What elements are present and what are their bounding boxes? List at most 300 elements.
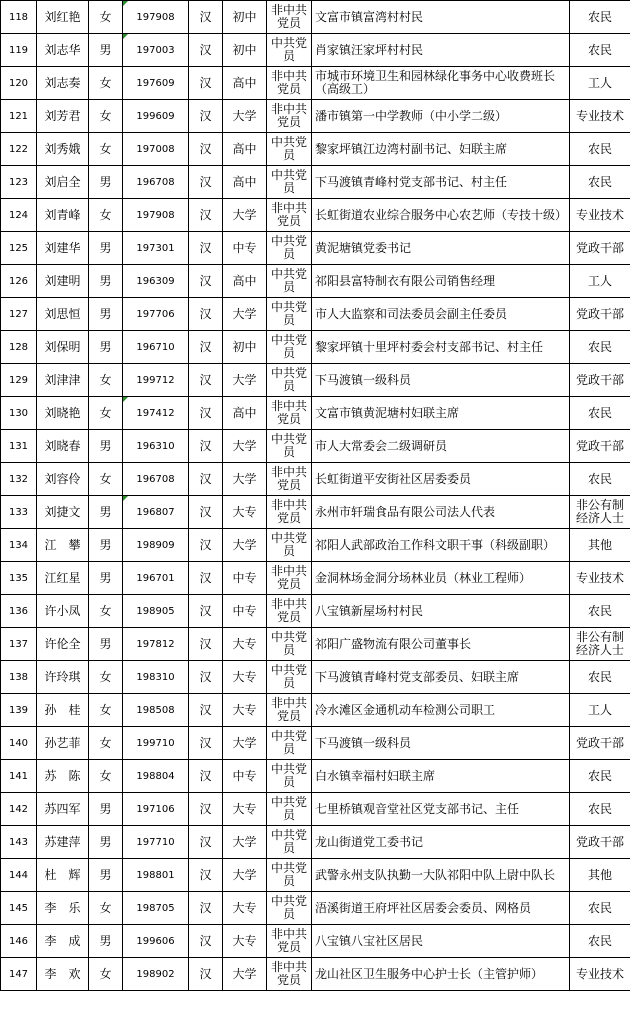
ethnicity-cell: 汉	[189, 562, 223, 595]
gender-cell: 男	[89, 925, 123, 958]
education-cell: 高中	[223, 133, 267, 166]
table-row	[1, 67, 630, 100]
gender-cell: 女	[89, 595, 123, 628]
birth-date-text: 197710	[136, 836, 175, 848]
job-title-cell: 龙山社区卫生服务中心护士长（主管护师）	[312, 958, 570, 991]
job-title-cell: 金洞林场金洞分场林业员（林业工程师）	[312, 562, 570, 595]
gender-cell: 女	[89, 364, 123, 397]
birth-date-text: 198905	[136, 605, 175, 617]
ethnicity-cell: 汉	[189, 793, 223, 826]
birth-date-cell	[123, 463, 189, 496]
row-number-cell: 129	[1, 364, 37, 397]
table-row	[1, 331, 630, 364]
job-title-cell: 文富市镇富湾村村民	[312, 1, 570, 34]
gender-cell: 女	[89, 133, 123, 166]
table-row	[1, 661, 630, 694]
row-number-cell: 135	[1, 562, 37, 595]
birth-date-cell	[123, 331, 189, 364]
gender-cell: 男	[89, 298, 123, 331]
table-row	[1, 496, 630, 529]
row-number-cell: 120	[1, 67, 37, 100]
education-cell: 大专	[223, 793, 267, 826]
birth-date-cell	[123, 529, 189, 562]
birth-date-text: 198508	[136, 704, 175, 716]
name-cell: 江红星	[37, 562, 89, 595]
cell-marker-icon	[123, 397, 128, 402]
row-number-cell: 131	[1, 430, 37, 463]
name-cell: 刘晓春	[37, 430, 89, 463]
name-cell: 苏 陈	[37, 760, 89, 793]
education-cell: 初中	[223, 34, 267, 67]
gender-cell: 男	[89, 793, 123, 826]
category-cell: 党政干部	[570, 298, 630, 331]
birth-date-text: 197301	[136, 242, 175, 254]
party-status-cell: 非中共党员	[267, 925, 312, 958]
birth-date-cell	[123, 562, 189, 595]
category-cell: 农民	[570, 1, 630, 34]
birth-date-text: 199606	[136, 935, 175, 947]
ethnicity-cell: 汉	[189, 331, 223, 364]
table-row	[1, 397, 630, 430]
row-number-cell: 140	[1, 727, 37, 760]
party-status-cell: 非中共党员	[267, 595, 312, 628]
name-cell: 刘思恒	[37, 298, 89, 331]
row-number-cell: 145	[1, 892, 37, 925]
category-cell: 党政干部	[570, 232, 630, 265]
table-row	[1, 463, 630, 496]
birth-date-text: 196701	[136, 572, 175, 584]
party-status-cell: 中共党员	[267, 661, 312, 694]
ethnicity-cell: 汉	[189, 298, 223, 331]
birth-date-cell	[123, 661, 189, 694]
birth-date-text: 198310	[136, 671, 175, 683]
education-cell: 大学	[223, 298, 267, 331]
table-row	[1, 727, 630, 760]
party-status-cell: 非中共党员	[267, 562, 312, 595]
name-cell: 刘启全	[37, 166, 89, 199]
birth-date-cell	[123, 133, 189, 166]
party-status-cell: 非中共党员	[267, 199, 312, 232]
job-title-cell: 下马渡镇青峰村党支部委员、妇联主席	[312, 661, 570, 694]
party-status-cell: 中共党员	[267, 232, 312, 265]
birth-date-text: 198705	[136, 902, 175, 914]
party-status-cell: 中共党员	[267, 760, 312, 793]
education-cell: 大专	[223, 628, 267, 661]
gender-cell: 女	[89, 760, 123, 793]
party-status-cell: 中共党员	[267, 826, 312, 859]
birth-date-cell	[123, 397, 189, 430]
category-cell: 其他	[570, 859, 630, 892]
row-number-cell: 132	[1, 463, 37, 496]
row-number-cell: 147	[1, 958, 37, 991]
row-number-cell: 125	[1, 232, 37, 265]
gender-cell: 男	[89, 34, 123, 67]
row-number-cell: 143	[1, 826, 37, 859]
table-row	[1, 529, 630, 562]
education-cell: 中专	[223, 562, 267, 595]
ethnicity-cell: 汉	[189, 529, 223, 562]
job-title-cell: 市人大监察和司法委员会副主任委员	[312, 298, 570, 331]
education-cell: 大专	[223, 892, 267, 925]
education-cell: 高中	[223, 265, 267, 298]
birth-date-cell	[123, 760, 189, 793]
name-cell: 孙艺菲	[37, 727, 89, 760]
birth-date-text: 197812	[136, 638, 175, 650]
gender-cell: 男	[89, 166, 123, 199]
table-row	[1, 859, 630, 892]
row-number-cell: 126	[1, 265, 37, 298]
ethnicity-cell: 汉	[189, 100, 223, 133]
party-status-cell: 中共党员	[267, 628, 312, 661]
education-cell: 大学	[223, 826, 267, 859]
ethnicity-cell: 汉	[189, 958, 223, 991]
ethnicity-cell: 汉	[189, 760, 223, 793]
education-cell: 大专	[223, 496, 267, 529]
category-cell: 农民	[570, 595, 630, 628]
category-cell: 党政干部	[570, 727, 630, 760]
education-cell: 大学	[223, 199, 267, 232]
party-status-cell: 中共党员	[267, 364, 312, 397]
row-number-cell: 144	[1, 859, 37, 892]
name-cell: 许小凤	[37, 595, 89, 628]
table-row	[1, 430, 630, 463]
name-cell: 杜 辉	[37, 859, 89, 892]
ethnicity-cell: 汉	[189, 826, 223, 859]
name-cell: 刘志奏	[37, 67, 89, 100]
party-status-cell: 非中共党员	[267, 67, 312, 100]
name-cell: 刘秀娥	[37, 133, 89, 166]
birth-date-text: 198902	[136, 968, 175, 980]
category-cell: 党政干部	[570, 826, 630, 859]
category-cell: 农民	[570, 166, 630, 199]
ethnicity-cell: 汉	[189, 694, 223, 727]
education-cell: 中专	[223, 232, 267, 265]
category-cell: 农民	[570, 925, 630, 958]
birth-date-text: 196807	[136, 506, 175, 518]
name-cell: 苏建萍	[37, 826, 89, 859]
job-title-cell: 肖家镇汪家坪村村民	[312, 34, 570, 67]
name-cell: 江 攀	[37, 529, 89, 562]
birth-date-text: 197706	[136, 308, 175, 320]
birth-date-cell	[123, 34, 189, 67]
ethnicity-cell: 汉	[189, 496, 223, 529]
gender-cell: 男	[89, 859, 123, 892]
category-cell: 农民	[570, 331, 630, 364]
gender-cell: 女	[89, 1, 123, 34]
table-row	[1, 826, 630, 859]
gender-cell: 女	[89, 463, 123, 496]
party-status-cell: 中共党员	[267, 727, 312, 760]
table-row	[1, 958, 630, 991]
gender-cell: 女	[89, 694, 123, 727]
table-row	[1, 364, 630, 397]
birth-date-cell	[123, 826, 189, 859]
job-title-cell: 文富市镇黄泥塘村妇联主席	[312, 397, 570, 430]
birth-date-cell	[123, 859, 189, 892]
gender-cell: 男	[89, 331, 123, 364]
birth-date-cell	[123, 595, 189, 628]
job-title-cell: 潘市镇第一中学教师（中小学二级）	[312, 100, 570, 133]
table-row	[1, 100, 630, 133]
name-cell: 许伦全	[37, 628, 89, 661]
name-cell: 许玲琪	[37, 661, 89, 694]
party-status-cell: 中共党员	[267, 298, 312, 331]
birth-date-cell	[123, 628, 189, 661]
gender-cell: 女	[89, 100, 123, 133]
ethnicity-cell: 汉	[189, 397, 223, 430]
ethnicity-cell: 汉	[189, 430, 223, 463]
education-cell: 大学	[223, 859, 267, 892]
gender-cell: 男	[89, 232, 123, 265]
job-title-cell: 八宝镇新屋场村村民	[312, 595, 570, 628]
category-cell: 党政干部	[570, 364, 630, 397]
ethnicity-cell: 汉	[189, 199, 223, 232]
row-number-cell: 118	[1, 1, 37, 34]
birth-date-cell	[123, 958, 189, 991]
job-title-cell: 七里桥镇观音堂社区党支部书记、主任	[312, 793, 570, 826]
birth-date-text: 196708	[136, 473, 175, 485]
job-title-cell: 长虹街道平安街社区居委委员	[312, 463, 570, 496]
birth-date-text: 197908	[136, 209, 175, 221]
category-cell: 专业技术	[570, 199, 630, 232]
birth-date-text: 197609	[136, 77, 175, 89]
category-cell: 非公有制经济人士	[570, 496, 630, 529]
table-row	[1, 628, 630, 661]
ethnicity-cell: 汉	[189, 727, 223, 760]
gender-cell: 男	[89, 496, 123, 529]
birth-date-text: 196708	[136, 176, 175, 188]
education-cell: 大专	[223, 694, 267, 727]
job-title-cell: 黄泥塘镇党委书记	[312, 232, 570, 265]
party-status-cell: 中共党员	[267, 793, 312, 826]
birth-date-cell	[123, 694, 189, 727]
cell-marker-icon	[123, 34, 128, 39]
birth-date-text: 199712	[136, 374, 175, 386]
name-cell: 李 欢	[37, 958, 89, 991]
birth-date-cell	[123, 430, 189, 463]
table-row	[1, 1, 630, 34]
ethnicity-cell: 汉	[189, 661, 223, 694]
row-number-cell: 124	[1, 199, 37, 232]
table-row	[1, 793, 630, 826]
row-number-cell: 133	[1, 496, 37, 529]
party-status-cell: 中共党员	[267, 265, 312, 298]
category-cell: 专业技术	[570, 562, 630, 595]
category-cell: 农民	[570, 463, 630, 496]
gender-cell: 男	[89, 628, 123, 661]
ethnicity-cell: 汉	[189, 166, 223, 199]
job-title-cell: 市城市环境卫生和园林绿化事务中心收费班长（高级工）	[312, 67, 570, 100]
gender-cell: 女	[89, 892, 123, 925]
category-cell: 农民	[570, 397, 630, 430]
row-number-cell: 121	[1, 100, 37, 133]
category-cell: 工人	[570, 694, 630, 727]
name-cell: 刘捷文	[37, 496, 89, 529]
party-status-cell: 中共党员	[267, 166, 312, 199]
name-cell: 刘建华	[37, 232, 89, 265]
job-title-cell: 祁阳人武部政治工作科文职干事（科级副职）	[312, 529, 570, 562]
table-row	[1, 166, 630, 199]
job-title-cell: 祁阳县富特制衣有限公司销售经理	[312, 265, 570, 298]
job-title-cell: 黎家坪镇十里坪村委会村支部书记、村主任	[312, 331, 570, 364]
row-number-cell: 119	[1, 34, 37, 67]
gender-cell: 男	[89, 826, 123, 859]
birth-date-cell	[123, 166, 189, 199]
birth-date-cell	[123, 199, 189, 232]
name-cell: 李 成	[37, 925, 89, 958]
table-row	[1, 199, 630, 232]
row-number-cell: 138	[1, 661, 37, 694]
education-cell: 中专	[223, 595, 267, 628]
name-cell: 刘保明	[37, 331, 89, 364]
row-number-cell: 137	[1, 628, 37, 661]
birth-date-text: 197106	[136, 803, 175, 815]
gender-cell: 女	[89, 397, 123, 430]
birth-date-cell	[123, 496, 189, 529]
ethnicity-cell: 汉	[189, 1, 223, 34]
name-cell: 刘晓艳	[37, 397, 89, 430]
category-cell: 党政干部	[570, 430, 630, 463]
education-cell: 大学	[223, 958, 267, 991]
job-title-cell: 祁阳广盛物流有限公司董事长	[312, 628, 570, 661]
ethnicity-cell: 汉	[189, 265, 223, 298]
birth-date-text: 196309	[136, 275, 175, 287]
birth-date-cell	[123, 727, 189, 760]
gender-cell: 男	[89, 529, 123, 562]
name-cell: 刘建明	[37, 265, 89, 298]
education-cell: 大学	[223, 529, 267, 562]
ethnicity-cell: 汉	[189, 628, 223, 661]
category-cell: 工人	[570, 265, 630, 298]
birth-date-text: 197908	[136, 11, 175, 23]
row-number-cell: 141	[1, 760, 37, 793]
job-title-cell: 下马渡镇一级科员	[312, 364, 570, 397]
education-cell: 高中	[223, 397, 267, 430]
row-number-cell: 127	[1, 298, 37, 331]
category-cell: 农民	[570, 133, 630, 166]
ethnicity-cell: 汉	[189, 67, 223, 100]
education-cell: 高中	[223, 67, 267, 100]
party-status-cell: 非中共党员	[267, 463, 312, 496]
birth-date-text: 198909	[136, 539, 175, 551]
education-cell: 初中	[223, 331, 267, 364]
birth-date-text: 196710	[136, 341, 175, 353]
name-cell: 刘津津	[37, 364, 89, 397]
education-cell: 中专	[223, 760, 267, 793]
row-number-cell: 142	[1, 793, 37, 826]
education-cell: 高中	[223, 166, 267, 199]
category-cell: 农民	[570, 793, 630, 826]
job-title-cell: 黎家坪镇江边湾村副书记、妇联主席	[312, 133, 570, 166]
category-cell: 非公有制经济人士	[570, 628, 630, 661]
ethnicity-cell: 汉	[189, 859, 223, 892]
birth-date-text: 197003	[136, 44, 175, 56]
education-cell: 大学	[223, 463, 267, 496]
birth-date-text: 197008	[136, 143, 175, 155]
row-number-cell: 136	[1, 595, 37, 628]
education-cell: 大学	[223, 727, 267, 760]
education-cell: 大学	[223, 430, 267, 463]
job-title-cell: 下马渡镇青峰村党支部书记、村主任	[312, 166, 570, 199]
row-number-cell: 128	[1, 331, 37, 364]
job-title-cell: 龙山街道党工委书记	[312, 826, 570, 859]
party-status-cell: 中共党员	[267, 133, 312, 166]
education-cell: 大专	[223, 661, 267, 694]
party-status-cell: 非中共党员	[267, 100, 312, 133]
job-title-cell: 长虹街道农业综合服务中心农艺师（专技十级）	[312, 199, 570, 232]
gender-cell: 女	[89, 67, 123, 100]
category-cell: 农民	[570, 34, 630, 67]
ethnicity-cell: 汉	[189, 232, 223, 265]
party-status-cell: 中共党员	[267, 892, 312, 925]
table-row	[1, 694, 630, 727]
name-cell: 刘容伶	[37, 463, 89, 496]
education-cell: 大学	[223, 364, 267, 397]
name-cell: 刘芳君	[37, 100, 89, 133]
ethnicity-cell: 汉	[189, 463, 223, 496]
cell-marker-icon	[123, 1, 128, 6]
job-title-cell: 武警永州支队执勤一大队祁阳中队上尉中队长	[312, 859, 570, 892]
ethnicity-cell: 汉	[189, 364, 223, 397]
birth-date-cell	[123, 100, 189, 133]
party-status-cell: 中共党员	[267, 529, 312, 562]
birth-date-cell	[123, 892, 189, 925]
gender-cell: 男	[89, 562, 123, 595]
table-row	[1, 892, 630, 925]
table-row	[1, 925, 630, 958]
row-number-cell: 146	[1, 925, 37, 958]
gender-cell: 女	[89, 199, 123, 232]
ethnicity-cell: 汉	[189, 595, 223, 628]
name-cell: 苏四军	[37, 793, 89, 826]
category-cell: 农民	[570, 892, 630, 925]
birth-date-cell	[123, 793, 189, 826]
birth-date-cell	[123, 1, 189, 34]
gender-cell: 女	[89, 958, 123, 991]
birth-date-cell	[123, 364, 189, 397]
party-status-cell: 非中共党员	[267, 694, 312, 727]
ethnicity-cell: 汉	[189, 892, 223, 925]
party-status-cell: 中共党员	[267, 859, 312, 892]
row-number-cell: 123	[1, 166, 37, 199]
birth-date-text: 198804	[136, 770, 175, 782]
job-title-cell: 八宝镇八宝社区居民	[312, 925, 570, 958]
cell-marker-icon	[123, 496, 128, 501]
ethnicity-cell: 汉	[189, 133, 223, 166]
education-cell: 大专	[223, 925, 267, 958]
table-row	[1, 562, 630, 595]
name-cell: 孙 桂	[37, 694, 89, 727]
row-number-cell: 130	[1, 397, 37, 430]
table-row	[1, 298, 630, 331]
category-cell: 专业技术	[570, 958, 630, 991]
table-row	[1, 760, 630, 793]
party-status-cell: 中共党员	[267, 430, 312, 463]
job-title-cell: 冷水滩区金通机动车检测公司职工	[312, 694, 570, 727]
education-cell: 初中	[223, 1, 267, 34]
roster-body	[1, 1, 630, 991]
job-title-cell: 浯溪街道王府坪社区居委会委员、网格员	[312, 892, 570, 925]
education-cell: 大学	[223, 100, 267, 133]
gender-cell: 女	[89, 727, 123, 760]
birth-date-cell	[123, 925, 189, 958]
birth-date-text: 199710	[136, 737, 175, 749]
category-cell: 工人	[570, 67, 630, 100]
birth-date-cell	[123, 265, 189, 298]
ethnicity-cell: 汉	[189, 925, 223, 958]
party-status-cell: 中共党员	[267, 331, 312, 364]
birth-date-cell	[123, 232, 189, 265]
